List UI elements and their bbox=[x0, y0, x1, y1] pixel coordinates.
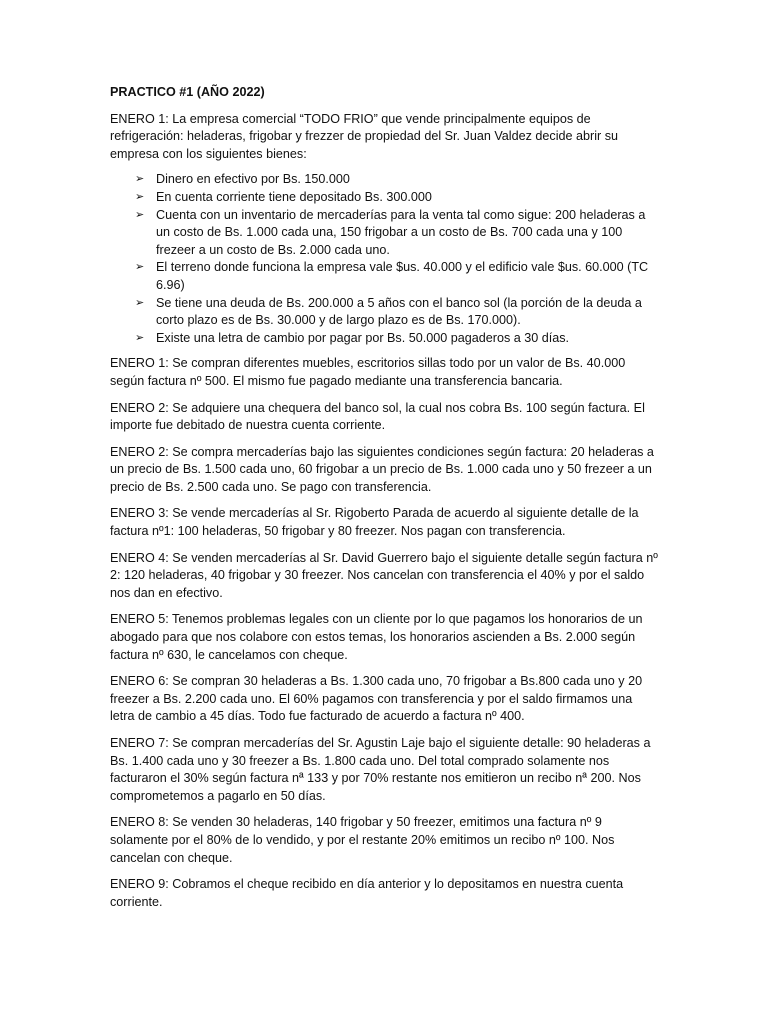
transaction-paragraph: ENERO 9: Cobramos el cheque recibido en día anterior y lo depositamos en nuestra cuenta corriente. bbox=[110, 877, 624, 909]
list-item: ➢ Se tiene una deuda de Bs. 200.000 a 5 años con el banco sol (la porción de la deuda a corto plazo es de Bs. 30.000 y de largo plazo es de Bs. 170.000). bbox=[135, 295, 642, 328]
intro-paragraph: ENERO 1: La empresa comercial “TODO FRIO” que vende principalmente equipos de refrigeración: heladeras, frigobar y frezzer de propiedad del Sr. Juan Valdez decide abrir su empresa con los siguientes bienes: bbox=[110, 111, 618, 161]
list-item: ➢ Dinero en efectivo por Bs. 150.000 bbox=[110, 171, 658, 189]
transaction-paragraph: ENERO 6: Se compran 30 heladeras a Bs. 1.300 cada uno, 70 frigobar a Bs.800 cada uno y 20 freezer a Bs. 2.200 cada uno. El 60% pagamos con transferencia y por el saldo firmamos una letra de cambio a 45 días. Todo fue facturado de acuerdo a factura nº 400. bbox=[110, 674, 643, 724]
transaction-paragraph: ENERO 5: Tenemos problemas legales con un cliente por lo que pagamos los honorarios de un abogado para que nos colabore con estos temas, los honorarios ascienden a Bs. 2.000 según factura nº 630, le cancelamos con cheque. bbox=[110, 612, 643, 662]
arrow-bullet-icon: ➢ bbox=[135, 173, 145, 186]
list-item: ➢ Cuenta con un inventario de mercaderías para la venta tal como sigue: 200 heladeras a un costo de Bs. 1.000 cada una, 150 frigobar a un costo de Bs. 700 cada una y 100 frezeer a un costo de Bs. 2.000 cada uno. bbox=[135, 207, 646, 257]
list-item: ➢ Existe una letra de cambio por pagar por Bs. 50.000 pagaderos a 30 días. bbox=[110, 330, 658, 348]
transaction-paragraph: ENERO 2: Se adquiere una chequera del banco sol, la cual nos cobra Bs. 100 según factura. El importe fue debitado de nuestra cuenta corriente. bbox=[110, 400, 645, 433]
transaction-paragraph: ENERO 2: Se compra mercaderías bajo las siguientes condiciones según factura: 20 heladeras a un precio de Bs. 1.500 cada uno, 60 frigobar a un precio de Bs. 1.000 cada uno y 50 frezeer a un precio de Bs. 2.500 cada uno. Se pago con transferencia. bbox=[110, 444, 654, 494]
arrow-bullet-icon: ➢ bbox=[135, 261, 145, 274]
document-page bbox=[110, 84, 658, 920]
arrow-bullet-icon: ➢ bbox=[135, 208, 145, 221]
list-item: ➢ El terreno donde funciona la empresa vale $us. 40.000 y el edificio vale $us. 60.000 (TC 6.96) bbox=[135, 260, 649, 292]
arrow-bullet-icon: ➢ bbox=[135, 296, 145, 309]
arrow-bullet-icon: ➢ bbox=[135, 190, 145, 203]
list-item: ➢ En cuenta corriente tiene depositado Bs. 300.000 bbox=[110, 189, 658, 207]
transaction-paragraph: ENERO 8: Se venden 30 heladeras, 140 frigobar y 50 freezer, emitimos una factura nº 9 solamente por el 80% de lo vendido, y por el restante 20% emitimos un recibo nº 100. Nos cancelan con cheque. bbox=[110, 815, 615, 865]
transaction-paragraph: ENERO 4: Se venden mercaderías al Sr. David Guerrero bajo el siguiente detalle según factura nº 2: 120 heladeras, 40 frigobar y 30 freezer. Nos cancelan con transferencia el 40% y por el saldo nos dan en efectivo. bbox=[110, 550, 658, 600]
transaction-paragraph: ENERO 7: Se compran mercaderías del Sr. Agustin Laje bajo el siguiente detalle: 90 heladeras a Bs. 1.400 cada uno y 30 freezer a Bs. 1.800 cada uno. Del total comprado solamente nos facturaron el 30% según factura nª 133 y por 70% restante nos emitieron un recibo nª 200. Nos comprometemos a pagarlo en 50 días. bbox=[110, 736, 651, 803]
transaction-paragraph: ENERO 3: Se vende mercaderías al Sr. Rigoberto Parada de acuerdo al siguiente detalle de la factura nº1: 100 heladeras, 50 frigobar y 80 freezer. Nos pagan con transferencia. bbox=[110, 506, 639, 539]
arrow-bullet-icon: ➢ bbox=[135, 331, 145, 344]
assets-list bbox=[110, 171, 658, 347]
transaction-paragraph: ENERO 1: Se compran diferentes muebles, escritorios sillas todo por un valor de Bs. 40.000 según factura nº 500. El mismo fue pagado mediante una transferencia bancaria. bbox=[110, 356, 626, 388]
document-title: PRACTICO #1 (AÑO 2022) bbox=[110, 85, 265, 99]
